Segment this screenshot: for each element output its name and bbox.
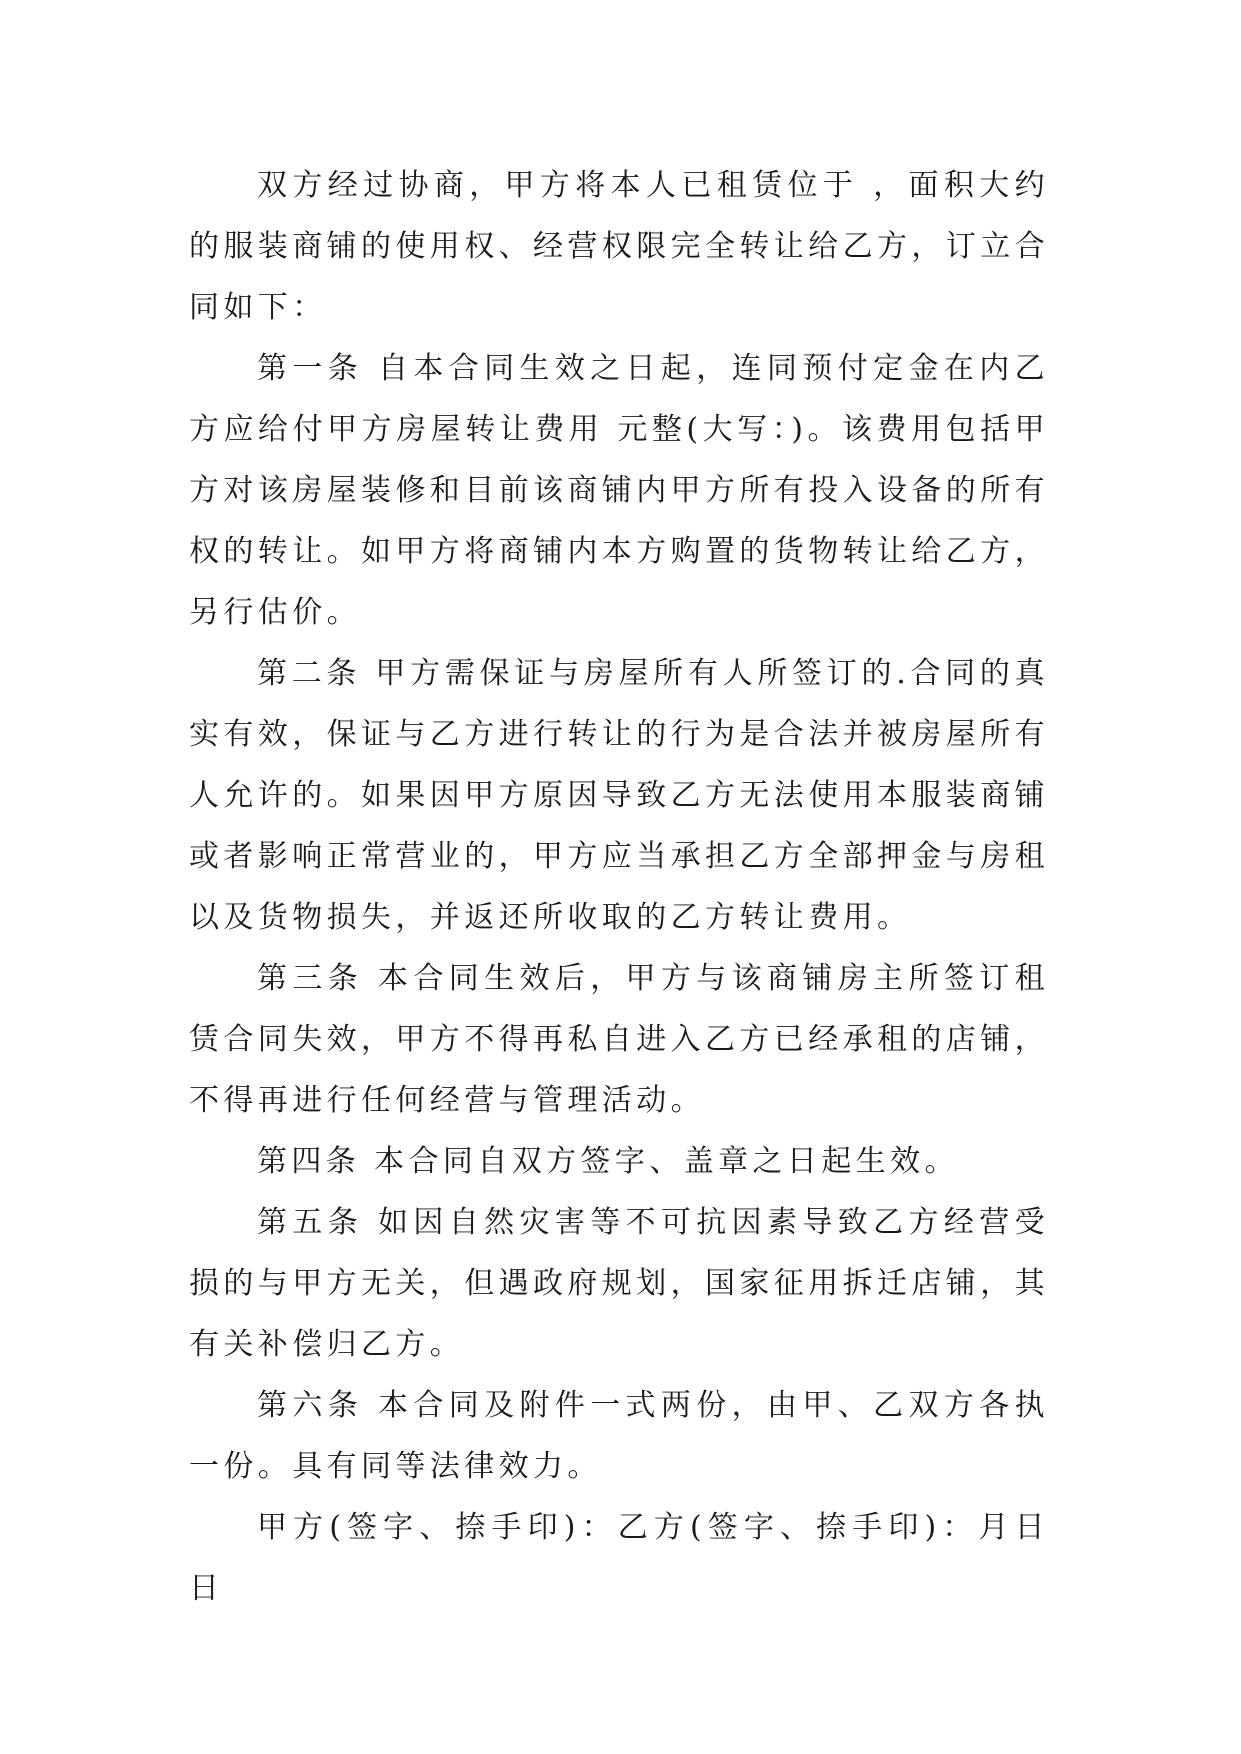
article-1-paragraph: 第一条 自本合同生效之日起，连同预付定金在内乙方应给付甲方房屋转让费用 元整(大写：)。该费用包括甲方对该房屋装修和目前该商铺内甲方所有投入设备的所有权的转让。如甲方将商铺内本方购置的货物转让给乙方，另行估价。 [189,351,1049,630]
article-2-paragraph: 第二条 甲方需保证与房屋所有人所签订的.合同的真实有效，保证与乙方进行转让的行为是合法并被房屋所有人允许的。如果因甲方原因导致乙方无法使用本服装商铺或者影响正常营业的，甲方应当承担乙方全部押金与房租以及货物损失，并返还所收取的乙方转让费用。 [189,656,1049,935]
signature-line: 甲方(签字、捺手印)：乙方(签字、捺手印)：月日 日 [189,1510,1049,1606]
document-body [189,155,1049,1619]
article-6-paragraph: 第六条 本合同及附件一式两份，由甲、乙双方各执一份。具有同等法律效力。 [189,1388,1049,1484]
article-4-paragraph: 第四条 本合同自双方签字、盖章之日起生效。 [257,1144,959,1179]
article-5-paragraph: 第五条 如因自然灾害等不可抗因素导致乙方经营受损的与甲方无关，但遇政府规划，国家征用拆迁店铺，其有关补偿归乙方。 [189,1205,1049,1362]
intro-paragraph: 双方经过协商，甲方将本人已租赁位于 ，面积大约 的服装商铺的使用权、经营权限完全转让给乙方，订立合同如下： [189,168,1049,325]
article-3-paragraph: 第三条 本合同生效后，甲方与该商铺房主所签订租赁合同失效，甲方不得再私自进入乙方已经承租的店铺，不得再进行任何经营与管理活动。 [189,961,1049,1118]
